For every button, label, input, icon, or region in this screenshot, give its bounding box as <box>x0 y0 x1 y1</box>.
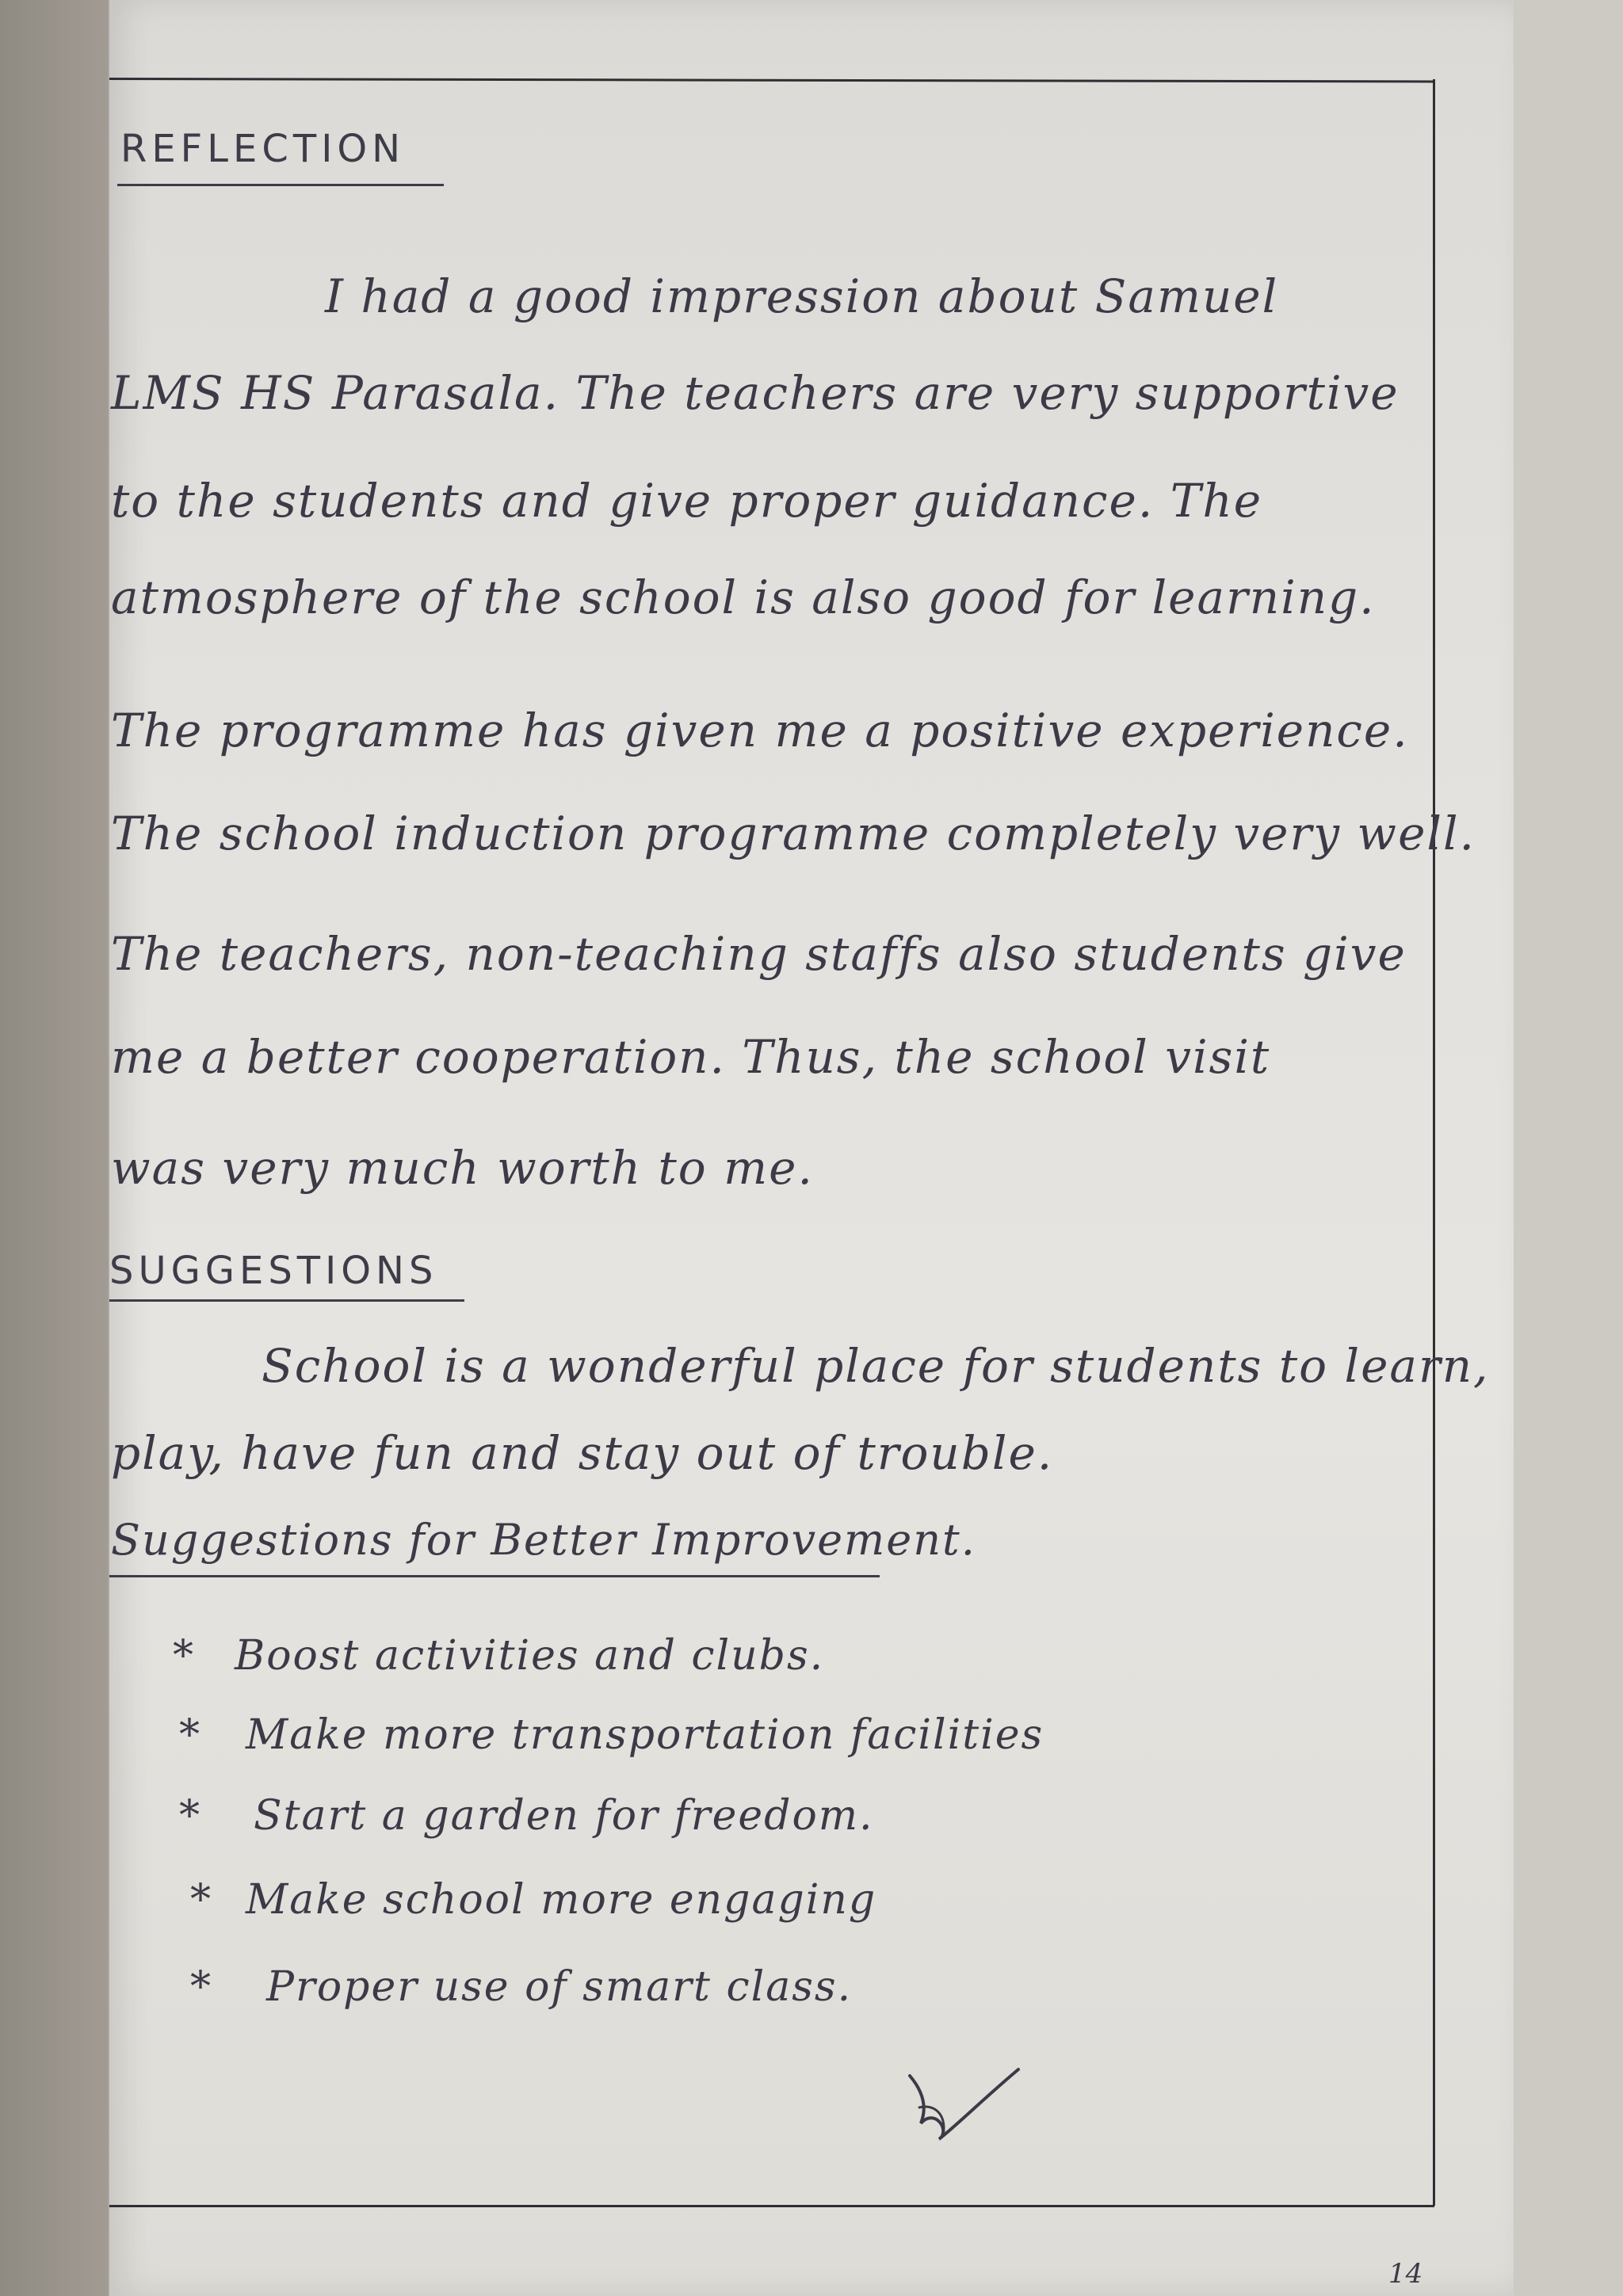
reflection-line-7: The teachers, non-teaching staffs also students give <box>111 927 1407 981</box>
suggestion-item: Make school more engaging <box>246 1876 877 1924</box>
reflection-line-4: atmosphere of the school is also good for learning. <box>111 570 1376 624</box>
reflection-line-6: The school induction programme completely very well. <box>111 807 1476 860</box>
bullet-mark: * <box>190 1963 212 2011</box>
reflection-line-8: me a better cooperation. Thus, the school visit <box>111 1030 1271 1084</box>
reflection-line-5: The programme has given me a positive experience. <box>111 704 1409 757</box>
suggestions-heading: SUGGESTIONS <box>109 1249 438 1293</box>
suggestions-heading-underline <box>109 1299 464 1302</box>
suggestion-item: Boost activities and clubs. <box>235 1632 825 1680</box>
bullet-mark: * <box>173 1632 195 1680</box>
page-border-right <box>1433 79 1435 2206</box>
reflection-heading-underline <box>117 184 444 186</box>
suggestions-line-2: play, have fun and stay out of trouble. <box>111 1426 1054 1480</box>
bullet-mark: * <box>190 1876 212 1924</box>
reflection-line-9: was very much worth to me. <box>111 1141 814 1195</box>
reflection-line-2: LMS HS Parasala. The teachers are very supportive <box>111 366 1400 420</box>
improvement-subheading: Suggestions for Better Improvement. <box>111 1515 976 1565</box>
signature-mark <box>903 2060 1022 2147</box>
suggestions-line-1: School is a wonderful place for students to learn, <box>262 1339 1490 1393</box>
suggestion-item: Proper use of smart class. <box>266 1963 853 2011</box>
improvement-subheading-underline <box>109 1575 880 1577</box>
reflection-line-1: I had a good impression about Samuel <box>325 269 1279 323</box>
reflection-line-3: to the students and give proper guidance. The <box>111 474 1263 528</box>
bullet-mark: * <box>179 1792 201 1840</box>
suggestion-item: Make more transportation facilities <box>246 1711 1044 1759</box>
page-number: 14 <box>1388 2258 1423 2290</box>
bullet-mark: * <box>179 1711 201 1759</box>
suggestion-item: Start a garden for freedom. <box>254 1792 874 1840</box>
page-border-bottom <box>109 2205 1434 2207</box>
reflection-heading: REFLECTION <box>120 127 406 171</box>
